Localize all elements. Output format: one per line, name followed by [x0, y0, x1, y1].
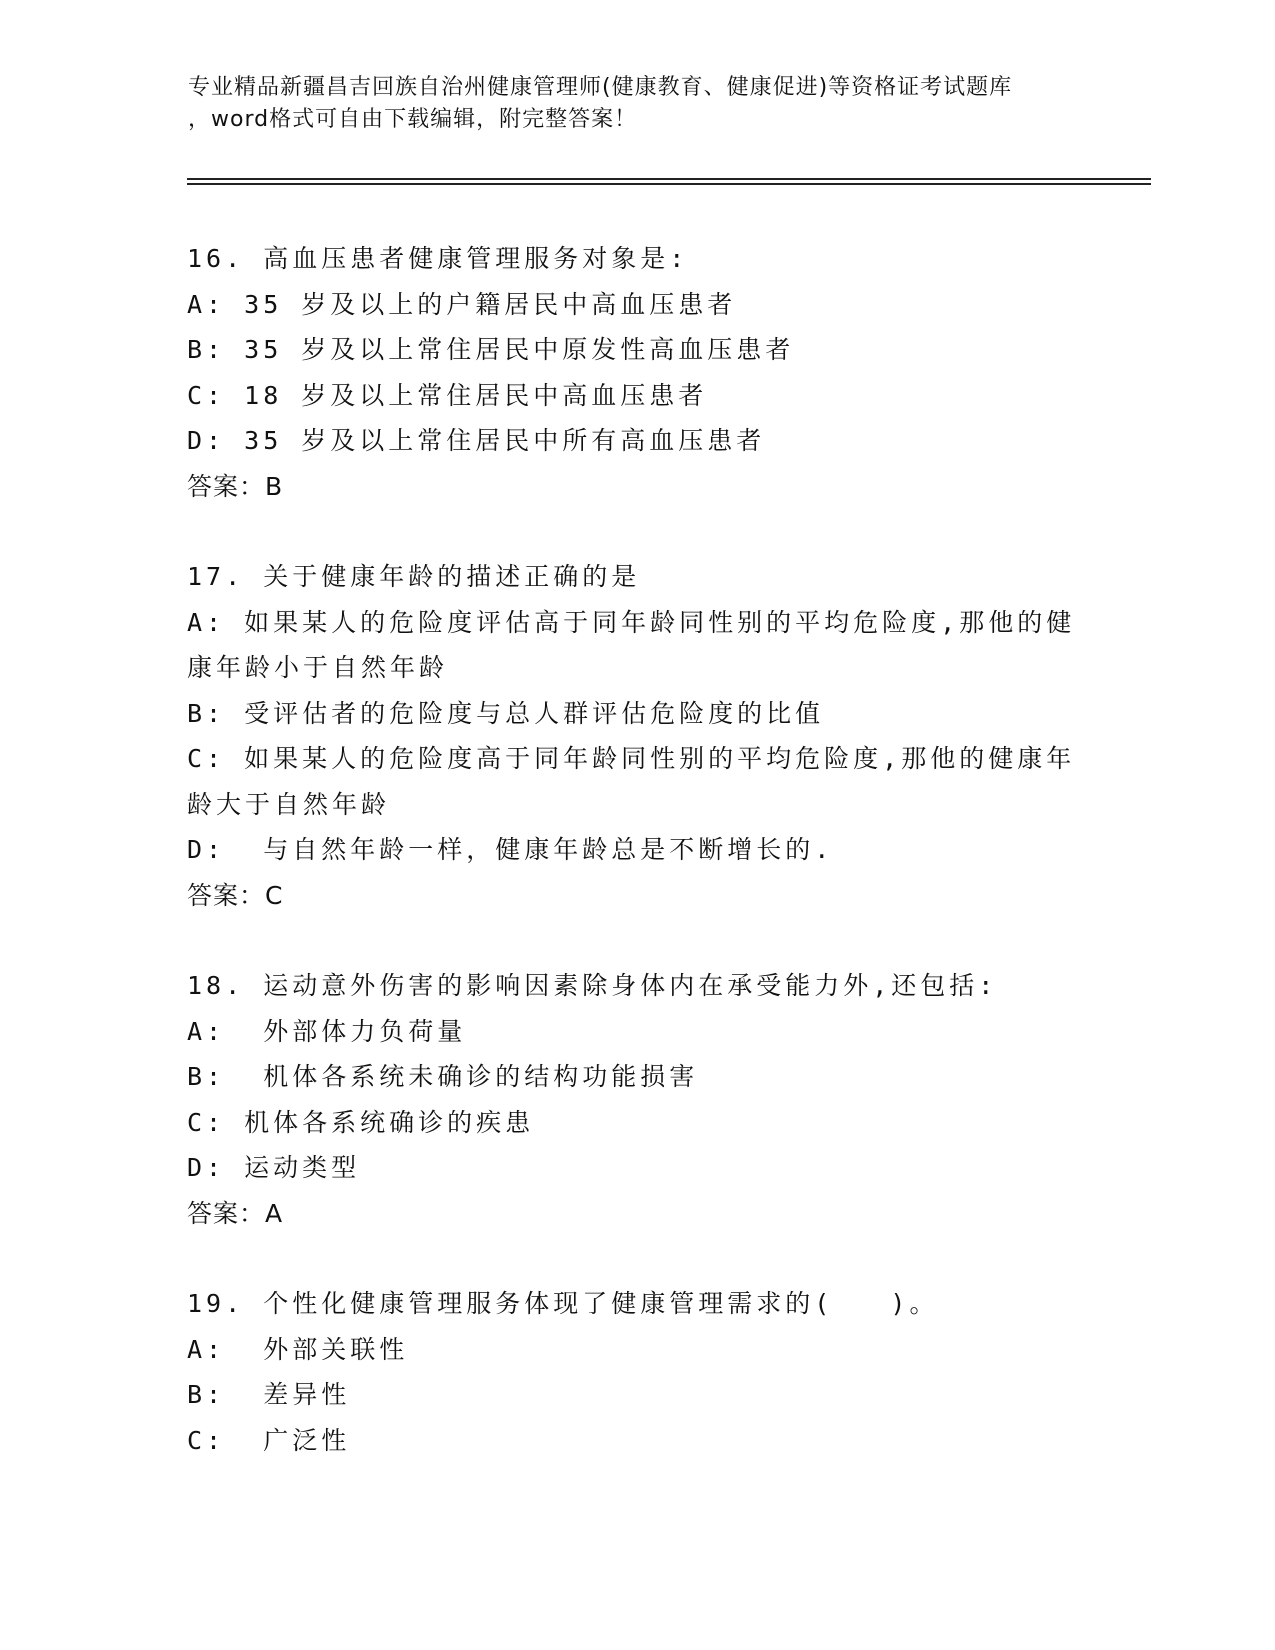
question-list [187, 236, 1087, 1508]
document-header [188, 72, 1088, 136]
option-c-continued: 龄大于自然年龄 [187, 789, 391, 819]
option-a: A: 外部关联性 [187, 1334, 409, 1364]
header-title-line-1: 专业精品新疆昌吉回族自治州健康管理师(健康教育、健康促进)等资格证考试题库 [188, 75, 1013, 100]
option-a: A: 外部体力负荷量 [187, 1016, 467, 1046]
answer-line: 答案：A [187, 1198, 284, 1228]
option-b: B: 受评估者的危险度与总人群评估危险度的比值 [187, 698, 825, 728]
option-d: D: 运动类型 [187, 1153, 361, 1182]
question-stem: 16. 高血压患者健康管理服务对象是: [187, 244, 689, 273]
header-divider-bottom [187, 183, 1151, 185]
question-19 [187, 1281, 1087, 1463]
question-17 [187, 554, 1087, 918]
option-d: D: 35 岁及以上常住居民中所有高血压患者 [187, 426, 766, 455]
option-a: A: 如果某人的危险度评估高于同年龄同性别的平均危险度,那他的健 [187, 607, 1076, 637]
question-stem: 19. 个性化健康管理服务体现了健康管理需求的( )。 [187, 1289, 939, 1318]
question-16 [187, 236, 1087, 509]
option-c: C: 机体各系统确诊的疾患 [187, 1107, 535, 1137]
option-b: B: 差异性 [187, 1380, 351, 1409]
question-stem: 17. 关于健康年龄的描述正确的是 [187, 562, 641, 591]
option-c: C: 广泛性 [187, 1425, 351, 1455]
option-a: A: 35 岁及以上的户籍居民中高血压患者 [187, 289, 737, 319]
option-c: C: 如果某人的危险度高于同年龄同性别的平均危险度,那他的健康年 [187, 744, 1076, 773]
option-d: D: 与自然年龄一样，健康年龄总是不断增长的. [187, 835, 834, 864]
question-stem: 18. 运动意外伤害的影响因素除身体内在承受能力外,还包括: [187, 971, 998, 1000]
question-18 [187, 963, 1087, 1236]
option-b: B: 35 岁及以上常住居民中原发性高血压患者 [187, 335, 795, 364]
option-c: C: 18 岁及以上常住居民中高血压患者 [187, 380, 708, 410]
header-title-line-2: ，word格式可自由下载编辑，附完整答案！ [188, 107, 638, 132]
answer-line: 答案：C [187, 880, 284, 910]
option-a-continued: 康年龄小于自然年龄 [187, 653, 449, 682]
header-divider-top [187, 178, 1151, 180]
option-b: B: 机体各系统未确诊的结构功能损害 [187, 1062, 699, 1091]
answer-line: 答案：B [187, 471, 284, 501]
